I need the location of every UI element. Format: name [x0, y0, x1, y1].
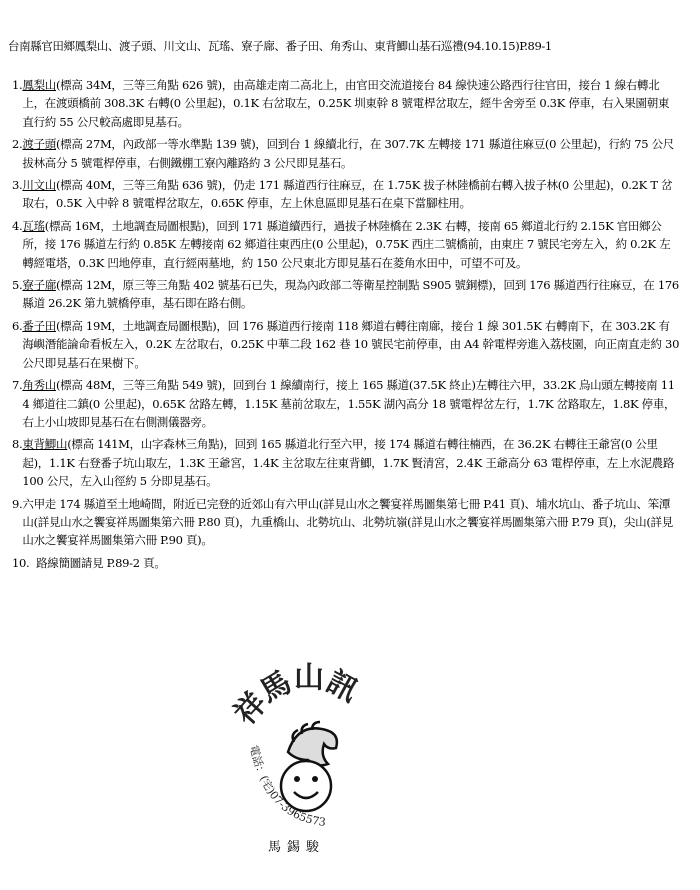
list-item	[12, 217, 680, 272]
item-name: 角秀山	[22, 378, 56, 393]
list-item	[12, 376, 680, 431]
item-number: 1.	[12, 78, 23, 92]
stamp-phone: 電話：(宅)07-3965573	[247, 743, 327, 829]
list-item	[12, 76, 680, 131]
item-number: 7.	[12, 378, 23, 393]
item-number: 5.	[12, 278, 23, 293]
item-text: (標高 40M，三等三角點 636 號)，仍走 171 縣道西行往麻豆，在 1.75K 拔子林陸橋前右轉入拔子林(0 公里起)，0.2K T 岔取右，0.5K 入中幹 8 號電桿岔取左，0.65K 停車，左上休息區即見基石在桌下當腳柱用。	[22, 178, 673, 211]
list-item	[12, 176, 680, 213]
page-title: 台南縣官田鄉鳳梨山、渡子頭、川文山、瓦瑤、寮子廍、番子田、角秀山、東背鯽山基石巡禮(94.10.15)P.89-1	[8, 39, 552, 53]
list-item	[12, 317, 680, 372]
item-number: 8.	[12, 437, 23, 452]
list-item	[12, 135, 680, 172]
item-text: (標高 34M，三等三角點 626 號)，由高雄走南二高北上，由官田交流道接台 84 線快速公路西行往官田，接台 1 線右轉北上，在渡頭橋前 308.3K 右轉(0 公里起)，0.1K 右岔取左，0.25K 圳東幹 8 號電桿岔取左，經牛舍旁至 0.3K 停車，右入果園朝東直行約 55 公尺較高處即見基石。	[22, 78, 670, 129]
signature-name: 馬錫駿	[268, 840, 326, 855]
item-text: (標高 16M，土地調查局圖根點)，回到 171 縣道續西行，過拔子林陸橋在 2.3K 右轉，接南 65 鄉道北行約 2.15K 官田鄉公所，接 176 縣道左行約 0.85K 左轉接南 62 鄉道往東西庄(0 公里起)，0.75K 西庄二號橋前，由東庄 7 號民宅旁左入，約 0.2K 左轉經電塔，0.3K 凹地停車，直行經兩墓地，約 150 公尺東北方即見基石在菱角水田中，可望不可及。	[22, 218, 671, 270]
item-name: 東背鯽山	[22, 437, 68, 452]
item-number: 9.	[12, 496, 23, 511]
item-list	[12, 76, 680, 576]
list-item	[12, 495, 680, 550]
item-number: 3.	[12, 178, 23, 193]
list-item	[12, 276, 680, 313]
item-name: 寮子廍	[22, 278, 56, 293]
list-item	[12, 554, 680, 572]
item-text: 路線簡圖請見 P.89-2 頁。	[36, 555, 166, 570]
horse-icon	[288, 722, 337, 765]
item-name: 鳳梨山	[22, 78, 56, 92]
item-name: 番子田	[22, 318, 56, 333]
item-number: 4.	[12, 218, 23, 233]
item-name: 川文山	[22, 178, 56, 193]
item-text: (標高 48M，三等三角點 549 號)，回到台 1 線續南行，接上 165 縣道(37.5K 終止)左轉往六甲，33.2K 烏山頭左轉接南 114 鄉道往二鎮(0 公里起)，0.65K 岔路左轉，1.15K 墓前岔取左，1.55K 湖內高分 18 號電桿岔左行，1.7K 岔路取左，1.8K 停車，右上小山坡即見基石在右側測儀器旁。	[22, 378, 676, 429]
stamp-title: 祥馬山訊	[228, 660, 364, 732]
item-name: 瓦瑤	[22, 218, 45, 233]
item-text: (標高 12M，原三等三角點 402 號基石已失，現為內政部二等衛星控制點 S905 號銅標)，回到 176 縣道西行往麻豆，在 176 縣道 26.2K 第九號橋停車，基石即在路右側。	[22, 278, 679, 311]
list-item	[12, 435, 680, 490]
item-number: 6.	[12, 318, 23, 333]
item-text: (標高 141M，山字森林三角點)，回到 165 縣道北行至六甲，接 174 縣道右轉往楠西，在 36.2K 右轉往王爺宮(0 公里起)，1.1K 右登番子坑山取左，1.3K 王爺宮，1.4K 主岔取左往東背鯽，1.7K 賢清宮，2.4K 王爺高分 63 電桿停車，左上水泥農路 100 公尺，左入山徑約 5 分即見基石。	[22, 437, 675, 489]
item-text: 六甲走 174 縣道至土地崎間，附近已完登的近郊山有六甲山(詳見山水之饗宴祥馬圖集第七冊 P.41 頁)、埔水坑山、番子坑山、笨潭山(詳見山水之饗宴祥馬圖集第六冊 P.80 頁)，九重橋山、北勢坑山、北勢坑嶺(詳見山水之饗宴祥馬圖集第六冊 P.79 頁)，尖山(詳見山水之饗宴祥馬圖集第六冊 P.90 頁)。	[22, 496, 673, 548]
item-name: 渡子頭	[22, 137, 56, 152]
item-number: 10.	[12, 555, 30, 570]
item-text: (標高 27M，內政部一等水準點 139 號)，回到台 1 線續北行，在 307.7K 左轉接 171 縣道往麻豆(0 公里起)，行約 75 公尺拔林高分 5 號電桿停車，右側鐵棚工寮內離路約 3 公尺即見基石。	[22, 137, 674, 170]
item-number: 2.	[12, 137, 23, 152]
item-text: (標高 19M，土地調查局圖根點)，回 176 縣道西行接南 118 鄉道右轉往南廍，接台 1 線 301.5K 右轉南下，在 303.2K 有海嶼潛能論命看板左入，0.2K 左岔取右，0.25K 中華二段 162 巷 10 號民宅前停車，由 A4 幹電桿旁進入荔枝園，向正南直走約 30 公尺即見基石在果樹下。	[22, 318, 680, 370]
